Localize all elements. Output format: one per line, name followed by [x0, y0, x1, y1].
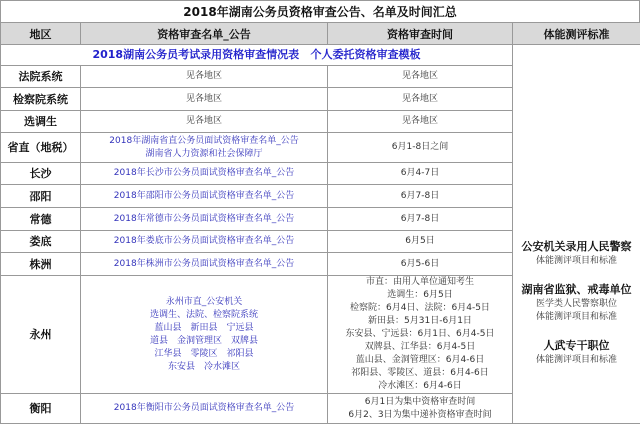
summary-table	[0, 22, 640, 424]
standard-heading[interactable]: 湖南省监狱、戒毒单位	[513, 282, 640, 298]
list-cell	[81, 88, 328, 111]
list-cell	[81, 208, 328, 231]
time-cell	[328, 208, 513, 231]
list-cell	[81, 276, 328, 394]
standard-link[interactable]: 体能测评项目和标准	[513, 354, 640, 367]
time-text: 6月7-8日	[328, 213, 512, 226]
top-links-cell	[1, 45, 513, 66]
list-cell	[81, 111, 328, 133]
header-list: 资格审查名单_公告	[81, 23, 328, 45]
list-link[interactable]: 道县 金洞管理区 双牌县	[81, 335, 327, 348]
header-row	[1, 23, 640, 45]
region-cell: 法院系统	[1, 66, 81, 88]
time-cell	[328, 66, 513, 88]
region-cell: 永州	[1, 276, 81, 394]
region-cell: 检察院系统	[1, 88, 81, 111]
standard-link[interactable]: 体能测评项目和标准	[513, 311, 640, 324]
time-text: 见各地区	[328, 70, 512, 83]
list-link[interactable]: 2018年衡阳市公务员面试资格审查名单_公告	[81, 402, 327, 415]
time-cell	[328, 133, 513, 163]
region-cell: 省直（地税）	[1, 133, 81, 163]
time-text: 6月1-8日之间	[328, 141, 512, 154]
list-link[interactable]: 2018年娄底市公务员面试资格审查名单_公告	[81, 235, 327, 248]
review-table-link[interactable]: 2018湖南公务员考试录用资格审查情况表	[92, 48, 299, 61]
list-cell	[81, 185, 328, 208]
time-text: 冷水滩区：6月4-6日	[328, 380, 512, 393]
list-cell	[81, 394, 328, 424]
list-link[interactable]: 湖南省人力资源和社会保障厅	[81, 148, 327, 161]
time-text: 6月7-8日	[328, 190, 512, 203]
list-text: 见各地区	[81, 115, 327, 128]
region-cell: 株洲	[1, 253, 81, 276]
time-text: 祁阳县、零陵区、道县：6月4-6日	[328, 367, 512, 380]
list-cell	[81, 66, 328, 88]
time-cell	[328, 231, 513, 253]
header-standard: 体能测评标准	[513, 23, 640, 45]
region-cell: 娄底	[1, 231, 81, 253]
time-cell	[328, 111, 513, 133]
time-cell	[328, 88, 513, 111]
list-link[interactable]: 2018年长沙市公务员面试资格审查名单_公告	[81, 167, 327, 180]
list-link[interactable]: 蓝山县 新田县 宁远县	[81, 322, 327, 335]
list-link[interactable]: 2018年株洲市公务员面试资格审查名单_公告	[81, 258, 327, 271]
list-link[interactable]: 2018年邵阳市公务员面试资格审查名单_公告	[81, 190, 327, 203]
list-link[interactable]: 选调生、法院、检察院系统	[81, 309, 327, 322]
time-cell	[328, 394, 513, 424]
list-link[interactable]: 2018年湖南省直公务员面试资格审查名单_公告	[81, 135, 327, 148]
header-region: 地区	[1, 23, 81, 45]
time-text: 6月4-7日	[328, 167, 512, 180]
standard-link[interactable]: 体能测评项目和标准	[513, 255, 640, 268]
time-text: 6月5-6日	[328, 258, 512, 271]
time-text: 新田县：5月31日-6月1日	[328, 315, 512, 328]
proxy-template-link[interactable]: 个人委托资格审查模板	[311, 48, 421, 61]
list-link[interactable]: 2018年常德市公务员面试资格审查名单_公告	[81, 213, 327, 226]
time-text: 市直：由用人单位通知考生	[328, 276, 512, 289]
standard-link[interactable]: 医学类人民警察职位	[513, 298, 640, 311]
header-time: 资格审查时间	[328, 23, 513, 45]
time-text: 6月5日	[328, 235, 512, 248]
time-cell	[328, 253, 513, 276]
list-cell	[81, 163, 328, 185]
standard-heading[interactable]: 公安机关录用人民警察	[513, 239, 640, 255]
region-cell: 选调生	[1, 111, 81, 133]
list-link[interactable]: 永州市直_公安机关	[81, 296, 327, 309]
time-text: 见各地区	[328, 93, 512, 106]
standard-heading[interactable]: 人武专干职位	[513, 338, 640, 354]
top-links-row	[1, 45, 640, 66]
time-text: 6月1日为集中资格审查时间	[328, 396, 512, 409]
time-text: 东安县、宁远县：6月1日、6月4-5日	[328, 328, 512, 341]
region-cell: 长沙	[1, 163, 81, 185]
region-cell: 邵阳	[1, 185, 81, 208]
time-text: 选调生：6月5日	[328, 289, 512, 302]
list-text: 见各地区	[81, 70, 327, 83]
list-cell	[81, 133, 328, 163]
page-title: 2018年湖南公务员资格审查公告、名单及时间汇总	[0, 0, 640, 22]
time-text: 蓝山县、金洞管理区：6月4-6日	[328, 354, 512, 367]
list-link[interactable]: 江华县 零陵区 祁阳县	[81, 348, 327, 361]
time-cell	[328, 276, 513, 394]
list-text: 见各地区	[81, 93, 327, 106]
region-cell: 常德	[1, 208, 81, 231]
time-text: 6月2、3日为集中递补资格审查时间	[328, 409, 512, 422]
list-cell	[81, 253, 328, 276]
standards-cell	[513, 45, 640, 424]
region-cell: 衡阳	[1, 394, 81, 424]
list-cell	[81, 231, 328, 253]
time-text: 见各地区	[328, 115, 512, 128]
time-text: 检察院：6月4日、法院：6月4-5日	[328, 302, 512, 315]
time-cell	[328, 163, 513, 185]
time-cell	[328, 185, 513, 208]
time-text: 双牌县、江华县：6月4-5日	[328, 341, 512, 354]
list-link[interactable]: 东安县 冷水滩区	[81, 361, 327, 374]
